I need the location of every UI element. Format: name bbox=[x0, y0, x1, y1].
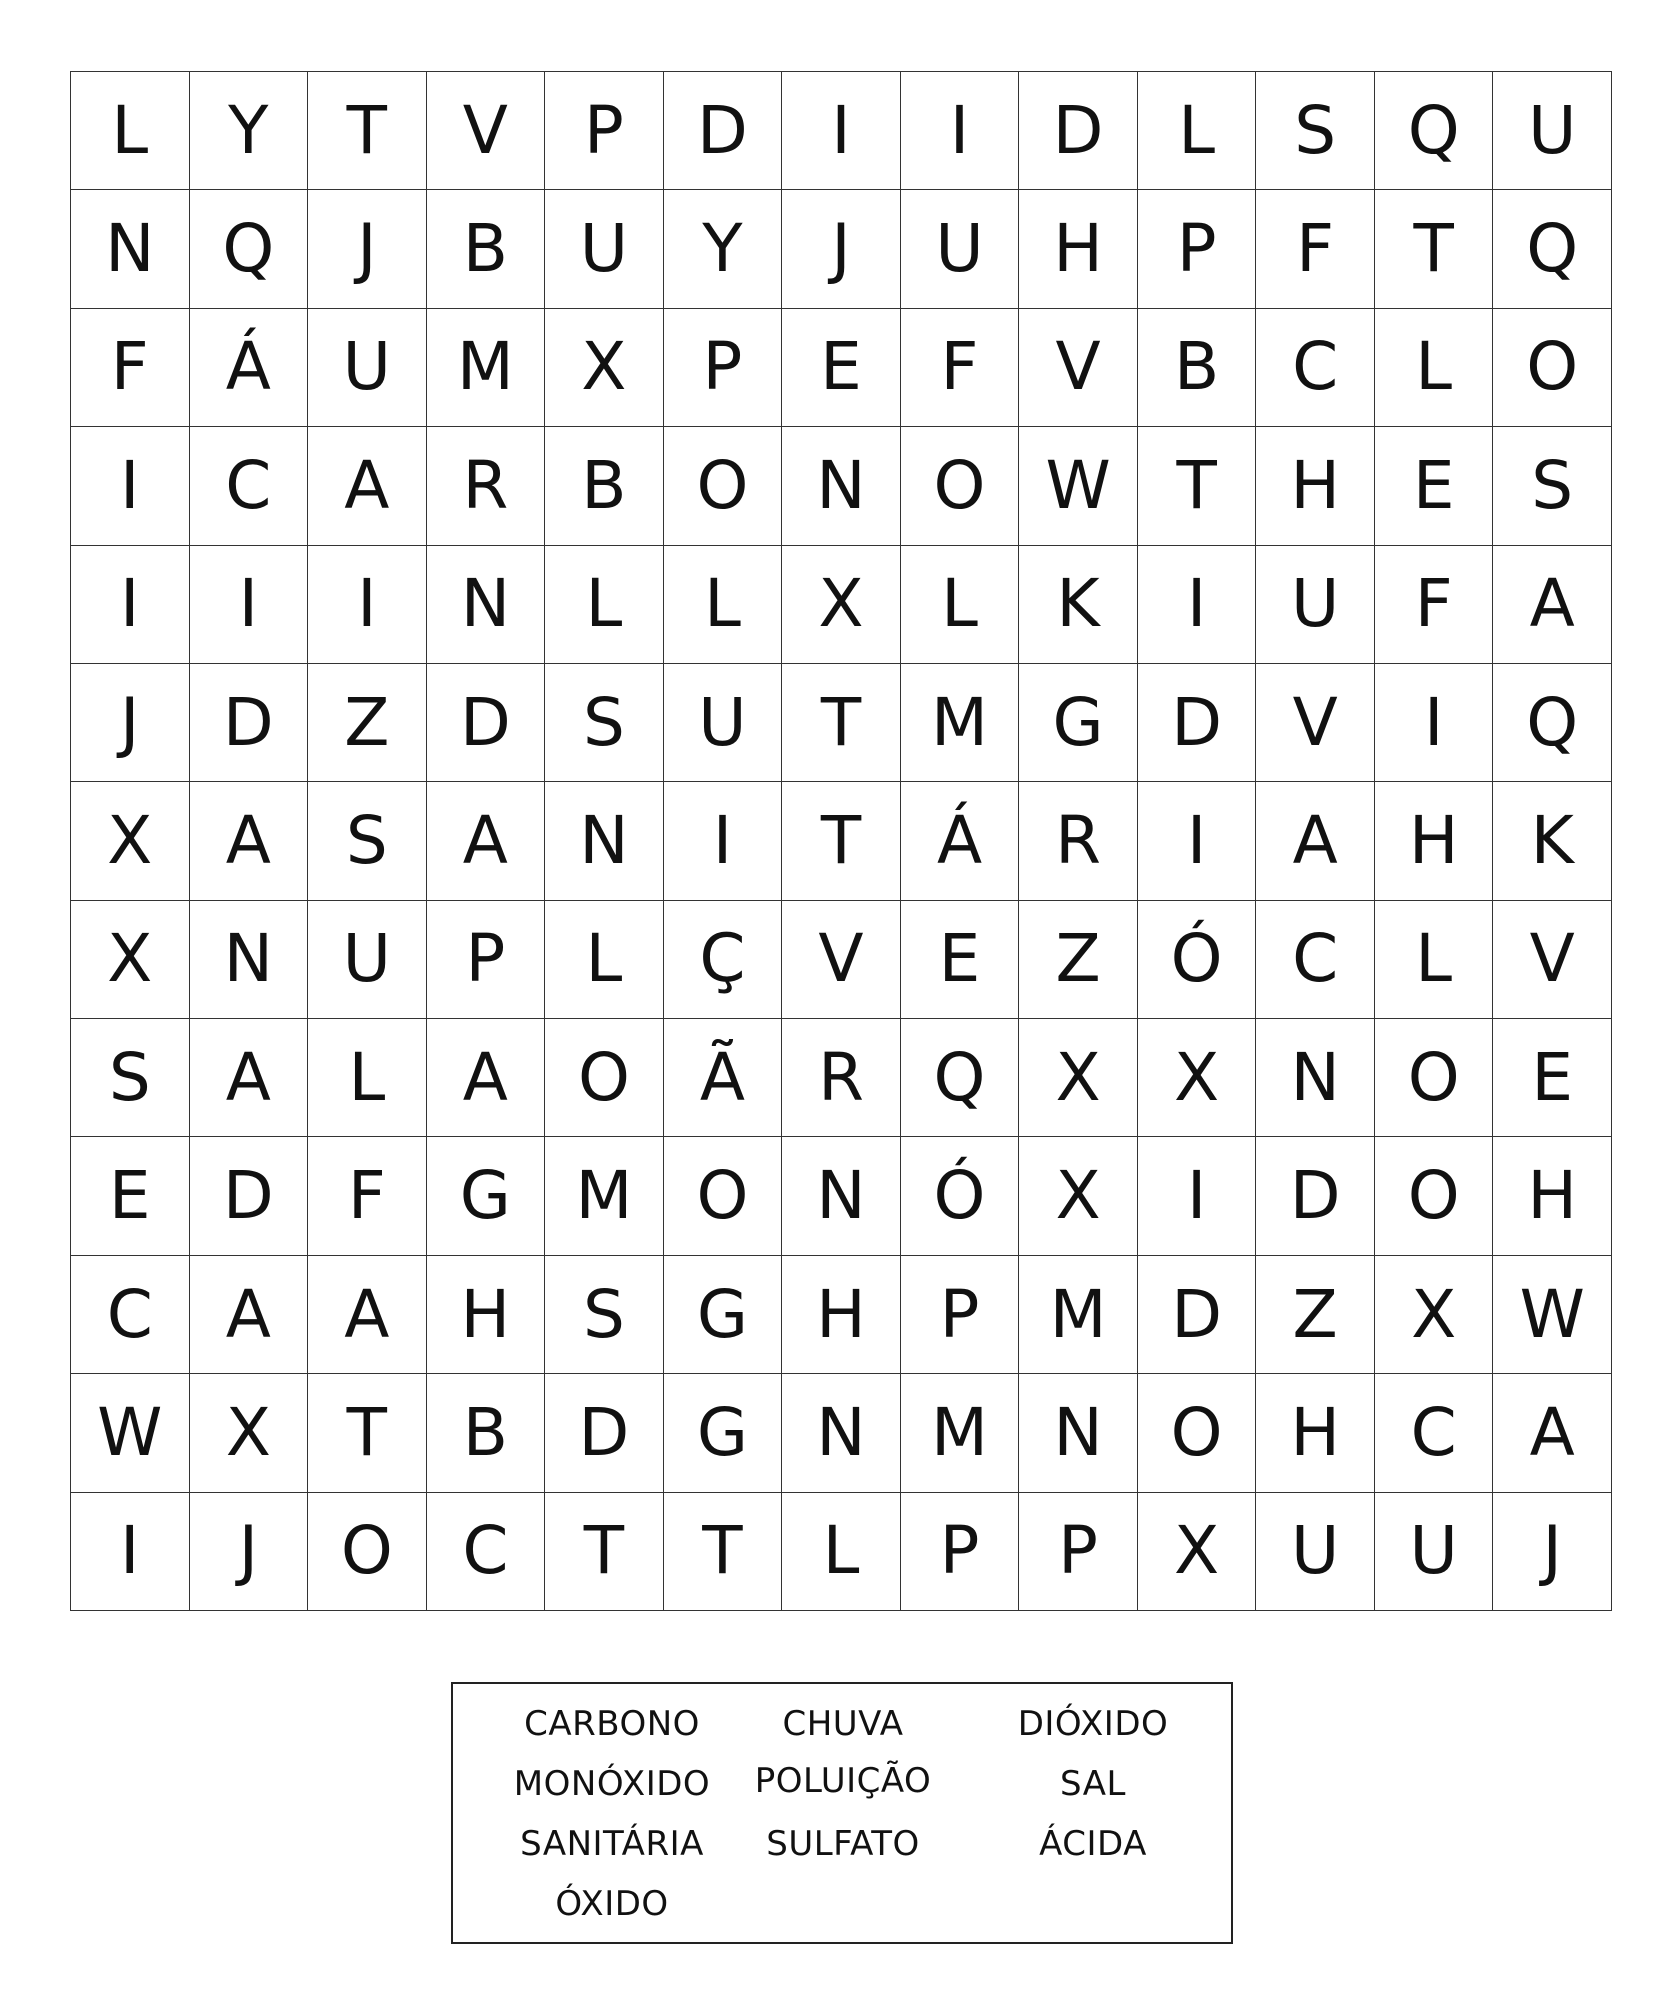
grid-cell[interactable]: I bbox=[71, 1493, 190, 1611]
grid-cell[interactable]: B bbox=[427, 190, 546, 308]
grid-cell[interactable]: U bbox=[545, 190, 664, 308]
grid-cell[interactable]: Z bbox=[1019, 901, 1138, 1019]
grid-cell[interactable]: X bbox=[1019, 1019, 1138, 1137]
grid-cell[interactable]: F bbox=[901, 309, 1020, 427]
grid-cell[interactable]: E bbox=[1493, 1019, 1612, 1137]
grid-cell[interactable]: M bbox=[901, 1374, 1020, 1492]
grid-cell[interactable]: A bbox=[190, 782, 309, 900]
grid-cell[interactable]: H bbox=[782, 1256, 901, 1374]
grid-cell[interactable]: L bbox=[1138, 72, 1257, 190]
grid-cell[interactable]: T bbox=[1138, 427, 1257, 545]
grid-cell[interactable]: L bbox=[308, 1019, 427, 1137]
grid-cell[interactable]: X bbox=[71, 901, 190, 1019]
grid-cell[interactable]: G bbox=[664, 1256, 783, 1374]
grid-cell[interactable]: U bbox=[1256, 1493, 1375, 1611]
grid-cell[interactable]: L bbox=[1375, 309, 1494, 427]
grid-cell[interactable]: R bbox=[782, 1019, 901, 1137]
grid-cell[interactable]: N bbox=[782, 427, 901, 545]
grid-cell[interactable]: E bbox=[71, 1137, 190, 1255]
grid-cell[interactable]: S bbox=[1493, 427, 1612, 545]
grid-cell[interactable]: L bbox=[664, 546, 783, 664]
grid-cell[interactable]: O bbox=[664, 1137, 783, 1255]
grid-cell[interactable]: D bbox=[190, 1137, 309, 1255]
grid-cell[interactable]: D bbox=[1019, 72, 1138, 190]
grid-cell[interactable]: P bbox=[664, 309, 783, 427]
grid-cell[interactable]: I bbox=[1138, 1137, 1257, 1255]
grid-cell[interactable]: F bbox=[1256, 190, 1375, 308]
grid-cell[interactable]: G bbox=[427, 1137, 546, 1255]
grid-cell[interactable]: P bbox=[901, 1256, 1020, 1374]
grid-cell[interactable]: H bbox=[1256, 427, 1375, 545]
grid-cell[interactable]: J bbox=[1493, 1493, 1612, 1611]
grid-cell[interactable]: I bbox=[664, 782, 783, 900]
grid-cell[interactable]: N bbox=[1019, 1374, 1138, 1492]
grid-cell[interactable]: S bbox=[71, 1019, 190, 1137]
grid-cell[interactable]: O bbox=[1138, 1374, 1257, 1492]
grid-cell[interactable]: Ã bbox=[664, 1019, 783, 1137]
grid-cell[interactable]: J bbox=[308, 190, 427, 308]
grid-cell[interactable]: H bbox=[427, 1256, 546, 1374]
word-list-item: CARBONO bbox=[524, 1704, 700, 1744]
grid-cell[interactable]: X bbox=[1138, 1019, 1257, 1137]
grid-cell[interactable]: I bbox=[71, 546, 190, 664]
word-list-item: SULFATO bbox=[766, 1824, 920, 1864]
grid-cell[interactable]: Q bbox=[1493, 190, 1612, 308]
grid-cell[interactable]: A bbox=[1256, 782, 1375, 900]
grid-cell[interactable]: P bbox=[427, 901, 546, 1019]
grid-cell[interactable]: P bbox=[545, 72, 664, 190]
grid-cell[interactable]: K bbox=[1493, 782, 1612, 900]
grid-cell[interactable]: T bbox=[308, 1374, 427, 1492]
grid-cell[interactable]: I bbox=[71, 427, 190, 545]
grid-cell[interactable]: A bbox=[308, 1256, 427, 1374]
grid-cell[interactable]: X bbox=[71, 782, 190, 900]
grid-cell[interactable]: A bbox=[1493, 546, 1612, 664]
grid-cell[interactable]: N bbox=[782, 1374, 901, 1492]
grid-cell[interactable]: H bbox=[1493, 1137, 1612, 1255]
grid-cell[interactable]: F bbox=[308, 1137, 427, 1255]
grid-cell[interactable]: A bbox=[190, 1256, 309, 1374]
grid-cell[interactable]: X bbox=[1375, 1256, 1494, 1374]
grid-cell[interactable]: E bbox=[901, 901, 1020, 1019]
grid-cell[interactable]: Q bbox=[901, 1019, 1020, 1137]
grid-cell[interactable]: Q bbox=[1375, 72, 1494, 190]
grid-cell[interactable]: L bbox=[545, 901, 664, 1019]
grid-cell[interactable]: F bbox=[71, 309, 190, 427]
grid-cell[interactable]: O bbox=[664, 427, 783, 545]
grid-cell[interactable]: C bbox=[1256, 309, 1375, 427]
grid-cell[interactable]: W bbox=[1493, 1256, 1612, 1374]
grid-cell[interactable]: M bbox=[1019, 1256, 1138, 1374]
grid-cell[interactable]: A bbox=[190, 1019, 309, 1137]
grid-cell[interactable]: T bbox=[782, 664, 901, 782]
grid-cell[interactable]: A bbox=[427, 1019, 546, 1137]
grid-cell[interactable]: O bbox=[1493, 309, 1612, 427]
grid-cell[interactable]: Q bbox=[190, 190, 309, 308]
grid-cell[interactable]: A bbox=[1493, 1374, 1612, 1492]
grid-cell[interactable]: R bbox=[1019, 782, 1138, 900]
grid-cell[interactable]: U bbox=[308, 309, 427, 427]
grid-cell[interactable]: H bbox=[1019, 190, 1138, 308]
grid-cell[interactable]: M bbox=[545, 1137, 664, 1255]
grid-cell[interactable]: Y bbox=[664, 190, 783, 308]
grid-cell[interactable]: I bbox=[1138, 546, 1257, 664]
grid-cell[interactable]: Ó bbox=[1138, 901, 1257, 1019]
grid-cell[interactable]: U bbox=[1256, 546, 1375, 664]
grid-cell[interactable]: K bbox=[1019, 546, 1138, 664]
grid-cell[interactable]: S bbox=[545, 1256, 664, 1374]
grid-cell[interactable]: P bbox=[901, 1493, 1020, 1611]
grid-cell[interactable]: Z bbox=[308, 664, 427, 782]
grid-cell[interactable]: T bbox=[664, 1493, 783, 1611]
grid-cell[interactable]: Ç bbox=[664, 901, 783, 1019]
grid-cell[interactable]: B bbox=[427, 1374, 546, 1492]
grid-cell[interactable]: T bbox=[545, 1493, 664, 1611]
grid-cell[interactable]: I bbox=[1138, 782, 1257, 900]
grid-cell[interactable]: V bbox=[1493, 901, 1612, 1019]
grid-cell[interactable]: F bbox=[1375, 546, 1494, 664]
grid-cell[interactable]: T bbox=[1375, 190, 1494, 308]
letter-grid bbox=[70, 71, 1612, 1611]
grid-cell[interactable]: J bbox=[71, 664, 190, 782]
grid-cell[interactable]: I bbox=[190, 546, 309, 664]
grid-cell[interactable]: A bbox=[308, 427, 427, 545]
grid-cell[interactable]: V bbox=[782, 901, 901, 1019]
grid-cell[interactable]: R bbox=[427, 427, 546, 545]
grid-cell[interactable]: G bbox=[664, 1374, 783, 1492]
word-list-item: MONÓXIDO bbox=[513, 1764, 711, 1804]
grid-cell[interactable]: O bbox=[545, 1019, 664, 1137]
grid-cell[interactable]: W bbox=[71, 1374, 190, 1492]
grid-cell[interactable]: X bbox=[1138, 1493, 1257, 1611]
word-list-item: SANITÁRIA bbox=[520, 1824, 704, 1864]
grid-cell[interactable]: N bbox=[71, 190, 190, 308]
grid-cell[interactable]: S bbox=[1256, 72, 1375, 190]
grid-cell[interactable]: U bbox=[1375, 1493, 1494, 1611]
word-list-item: ÁCIDA bbox=[1039, 1824, 1147, 1864]
grid-cell[interactable]: Z bbox=[1256, 1256, 1375, 1374]
grid-cell[interactable]: D bbox=[545, 1374, 664, 1492]
grid-cell[interactable]: L bbox=[782, 1493, 901, 1611]
grid-cell[interactable]: I bbox=[308, 546, 427, 664]
grid-cell[interactable]: O bbox=[1375, 1137, 1494, 1255]
grid-cell[interactable]: E bbox=[1375, 427, 1494, 545]
grid-cell[interactable]: C bbox=[1375, 1374, 1494, 1492]
grid-cell[interactable]: C bbox=[1256, 901, 1375, 1019]
grid-cell[interactable]: P bbox=[1019, 1493, 1138, 1611]
grid-cell[interactable]: P bbox=[1138, 190, 1257, 308]
grid-cell[interactable]: C bbox=[190, 427, 309, 545]
grid-cell[interactable]: V bbox=[427, 72, 546, 190]
grid-cell[interactable]: B bbox=[1138, 309, 1257, 427]
word-list-item: SAL bbox=[1060, 1764, 1126, 1804]
grid-cell[interactable]: V bbox=[1019, 309, 1138, 427]
grid-cell[interactable]: U bbox=[664, 664, 783, 782]
word-list-item: CHUVA bbox=[782, 1704, 904, 1744]
grid-cell[interactable]: N bbox=[1256, 1019, 1375, 1137]
grid-cell[interactable]: O bbox=[1375, 1019, 1494, 1137]
grid-cell[interactable]: Á bbox=[901, 782, 1020, 900]
grid-cell[interactable]: M bbox=[427, 309, 546, 427]
grid-cell[interactable]: X bbox=[190, 1374, 309, 1492]
grid-cell[interactable]: T bbox=[782, 782, 901, 900]
grid-cell[interactable]: Y bbox=[190, 72, 309, 190]
grid-cell[interactable]: I bbox=[1375, 664, 1494, 782]
grid-cell[interactable]: U bbox=[308, 901, 427, 1019]
grid-cell[interactable]: N bbox=[545, 782, 664, 900]
grid-cell[interactable]: N bbox=[427, 546, 546, 664]
grid-cell[interactable]: O bbox=[308, 1493, 427, 1611]
grid-cell[interactable]: H bbox=[1375, 782, 1494, 900]
grid-cell[interactable]: Q bbox=[1493, 664, 1612, 782]
grid-cell[interactable]: J bbox=[190, 1493, 309, 1611]
grid-cell[interactable]: U bbox=[901, 190, 1020, 308]
grid-cell[interactable]: V bbox=[1256, 664, 1375, 782]
grid-cell[interactable]: S bbox=[545, 664, 664, 782]
grid-cell[interactable]: I bbox=[901, 72, 1020, 190]
grid-cell[interactable]: J bbox=[782, 190, 901, 308]
word-list-item: POLUIÇÃO bbox=[754, 1761, 932, 1801]
word-list-item: DIÓXIDO bbox=[1017, 1704, 1169, 1744]
grid-cell[interactable]: X bbox=[1019, 1137, 1138, 1255]
grid-cell[interactable]: D bbox=[1138, 1256, 1257, 1374]
grid-cell[interactable]: D bbox=[1256, 1137, 1375, 1255]
grid-cell[interactable]: D bbox=[1138, 664, 1257, 782]
grid-cell[interactable]: M bbox=[901, 664, 1020, 782]
grid-cell[interactable]: L bbox=[71, 72, 190, 190]
grid-cell[interactable]: A bbox=[427, 782, 546, 900]
grid-cell[interactable]: T bbox=[308, 72, 427, 190]
grid-cell[interactable]: O bbox=[901, 427, 1020, 545]
grid-cell[interactable]: W bbox=[1019, 427, 1138, 545]
grid-cell[interactable]: D bbox=[190, 664, 309, 782]
grid-cell[interactable]: B bbox=[545, 427, 664, 545]
grid-cell[interactable]: X bbox=[782, 546, 901, 664]
grid-cell[interactable]: X bbox=[545, 309, 664, 427]
grid-cell[interactable]: D bbox=[427, 664, 546, 782]
grid-cell[interactable]: H bbox=[1256, 1374, 1375, 1492]
grid-cell[interactable]: Á bbox=[190, 309, 309, 427]
grid-cell[interactable]: C bbox=[71, 1256, 190, 1374]
grid-cell[interactable]: D bbox=[664, 72, 783, 190]
grid-cell[interactable]: L bbox=[1375, 901, 1494, 1019]
grid-cell[interactable]: Ó bbox=[901, 1137, 1020, 1255]
grid-cell[interactable]: I bbox=[782, 72, 901, 190]
grid-cell[interactable]: L bbox=[545, 546, 664, 664]
grid-cell[interactable]: S bbox=[308, 782, 427, 900]
grid-cell[interactable]: U bbox=[1493, 72, 1612, 190]
grid-cell[interactable]: G bbox=[1019, 664, 1138, 782]
word-list-item: ÓXIDO bbox=[555, 1884, 669, 1924]
grid-cell[interactable]: E bbox=[782, 309, 901, 427]
grid-cell[interactable]: N bbox=[190, 901, 309, 1019]
grid-cell[interactable]: C bbox=[427, 1493, 546, 1611]
word-list-box bbox=[451, 1682, 1233, 1944]
grid-cell[interactable]: L bbox=[901, 546, 1020, 664]
grid-cell[interactable]: N bbox=[782, 1137, 901, 1255]
